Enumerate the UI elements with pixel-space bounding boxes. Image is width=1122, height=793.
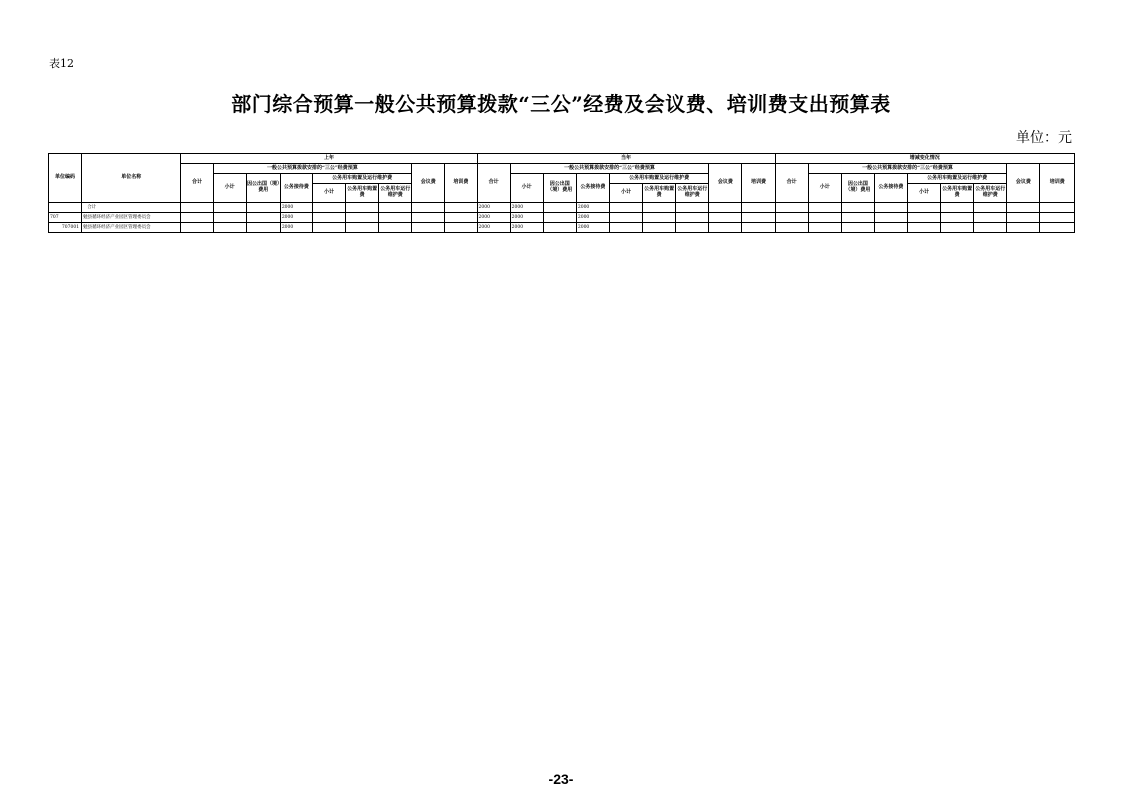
col-vehicle-running: 公务用车运行维护费 xyxy=(676,184,709,203)
cell-name: 合计 xyxy=(82,203,181,213)
col-sangong: 一般公共预算拨款安排的“三公”经费预算 xyxy=(510,164,709,174)
budget-table xyxy=(48,153,1075,233)
col-vehicle-subtotal: 小计 xyxy=(609,184,642,203)
cell-prev-reception: 2000 xyxy=(280,213,312,223)
col-unit-name: 单位名称 xyxy=(82,154,181,203)
cell-prev-reception: 2000 xyxy=(280,203,312,213)
cell-cur-subtotal: 2000 xyxy=(510,213,543,223)
col-vehicle-purchase: 公务用车购置费 xyxy=(941,184,974,203)
cell-code xyxy=(49,203,82,213)
col-total: 合计 xyxy=(477,164,510,203)
cell-cur-total: 2000 xyxy=(477,203,510,213)
col-abroad: 因公出国（境）费用 xyxy=(841,174,874,203)
document-title: 部门综合预算一般公共预算拨款“三公”经费及会议费、培训费支出预算表 xyxy=(231,92,891,116)
cell-code: 707 xyxy=(49,213,82,223)
col-vehicle: 公务用车购置及运行维护费 xyxy=(312,174,411,184)
col-vehicle-subtotal: 小计 xyxy=(312,184,345,203)
cell-cur-total: 2000 xyxy=(477,223,510,233)
header-row-1 xyxy=(49,154,1075,164)
col-subtotal: 小计 xyxy=(510,174,543,203)
col-sangong: 一般公共预算拨款安排的“三公”经费预算 xyxy=(808,164,1007,174)
col-vehicle-subtotal: 小计 xyxy=(907,184,940,203)
col-abroad: 因公出国（境）费用 xyxy=(543,174,576,203)
col-meeting: 会议费 xyxy=(709,164,742,203)
cell-prev-reception: 2000 xyxy=(280,223,312,233)
col-total: 合计 xyxy=(775,164,808,203)
col-sangong: 一般公共预算拨款安排的“三公”经费预算 xyxy=(213,164,412,174)
col-vehicle: 公务用车购置及运行维护费 xyxy=(907,174,1006,184)
page-number: -23- xyxy=(548,771,574,787)
col-vehicle-running: 公务用车运行维护费 xyxy=(974,184,1007,203)
col-reception: 公务接待费 xyxy=(280,174,312,203)
col-abroad: 因公出国（境）费用 xyxy=(246,174,280,203)
cell-cur-subtotal: 2000 xyxy=(510,223,543,233)
group-current-year: 当年 xyxy=(477,154,775,164)
unit-label: 单位：元 xyxy=(1016,130,1072,146)
col-vehicle-purchase: 公务用车购置费 xyxy=(643,184,676,203)
col-vehicle-running: 公务用车运行维护费 xyxy=(379,184,412,203)
table-number: 表12 xyxy=(49,57,74,70)
cell-cur-total: 2000 xyxy=(477,213,510,223)
col-total: 合计 xyxy=(181,164,213,203)
cell-name: 勉县循环经济产业园区管理委员会 xyxy=(82,213,181,223)
group-change: 增减变化情况 xyxy=(775,154,1074,164)
col-unit-code: 单位编码 xyxy=(49,154,82,203)
table-row xyxy=(49,203,1075,213)
header-row-2 xyxy=(49,164,1075,174)
col-reception: 公务接待费 xyxy=(874,174,907,203)
cell-cur-reception: 2000 xyxy=(576,213,609,223)
col-meeting: 会议费 xyxy=(412,164,445,203)
col-vehicle: 公务用车购置及运行维护费 xyxy=(609,174,708,184)
cell-cur-reception: 2000 xyxy=(576,223,609,233)
col-subtotal: 小计 xyxy=(808,174,841,203)
col-training: 培训费 xyxy=(445,164,477,203)
col-meeting: 会议费 xyxy=(1007,164,1040,203)
cell-cur-reception: 2000 xyxy=(576,203,609,213)
col-vehicle-purchase: 公务用车购置费 xyxy=(346,184,379,203)
group-previous-year: 上年 xyxy=(181,154,477,164)
col-training: 培训费 xyxy=(742,164,775,203)
cell-code: 707001 xyxy=(49,223,82,233)
col-subtotal: 小计 xyxy=(213,174,246,203)
col-reception: 公务接待费 xyxy=(576,174,609,203)
cell-cur-subtotal: 2000 xyxy=(510,203,543,213)
table-row xyxy=(49,223,1075,233)
table-row xyxy=(49,213,1075,223)
col-training: 培训费 xyxy=(1040,164,1075,203)
cell-name: 勉县循环经济产业园区管理委员会 xyxy=(82,223,181,233)
